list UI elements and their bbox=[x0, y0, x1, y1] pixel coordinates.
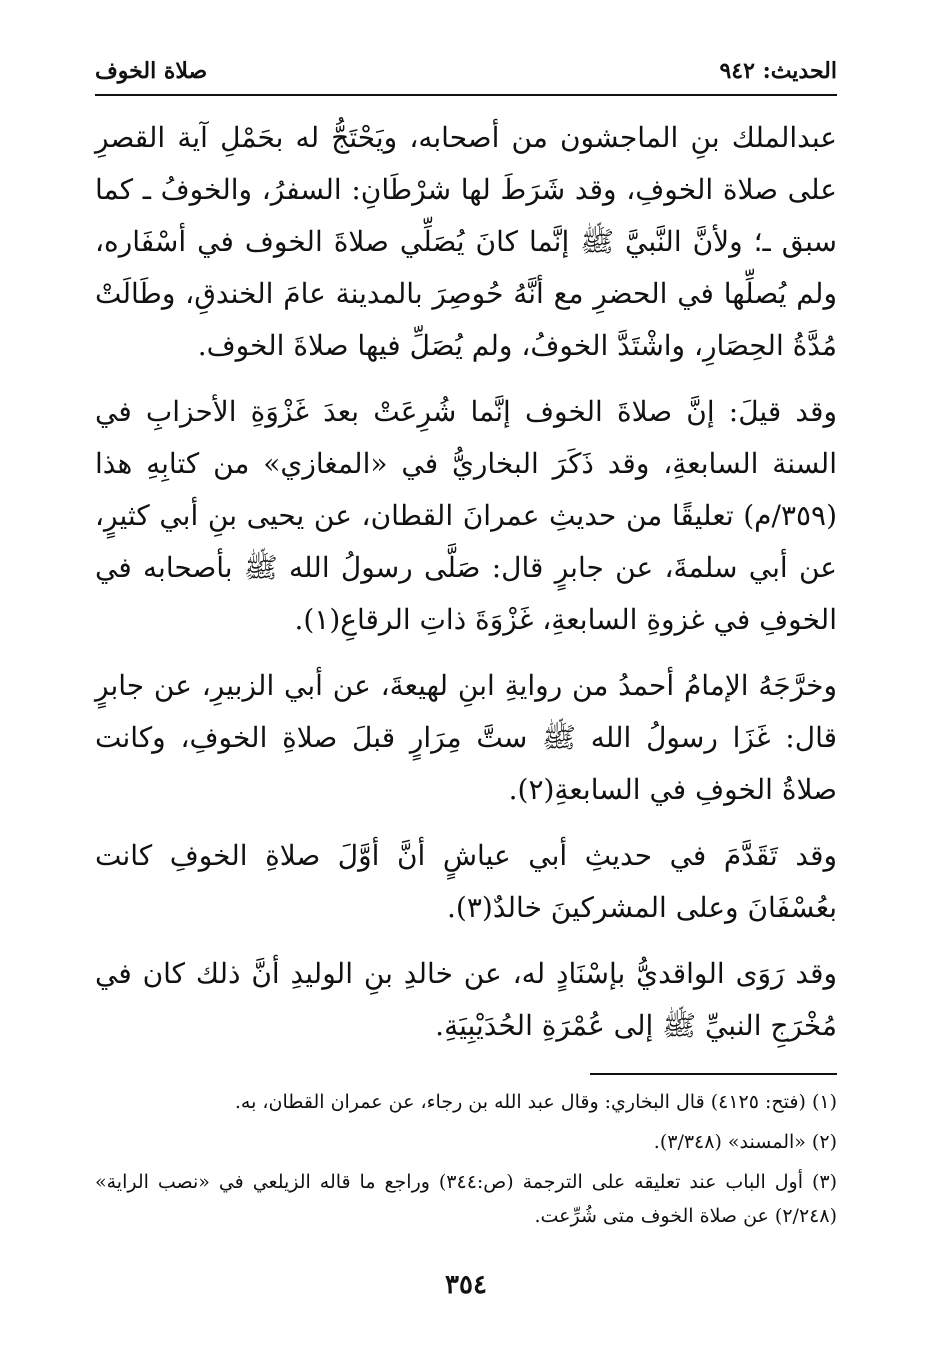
paragraph: عبدالملك بنِ الماجشون من أصحابه، ويَحْتَجُّ له بحَمْلِ آية القصرِ على صلاة الخوفِ، وقد شَرَطَ لها شرْطَانِ: السفرُ، والخوفُ ـ كما سبق ـ؛ ولأنَّ النَّبيَّ ﷺ إنَّما كانَ يُصَلِّي صلاةَ الخوف في أسْفَاره، ولم يُصلِّها في الحضرِ مع أنَّهُ حُوصِرَ بالمدينة عامَ الخندقِ، وطَالَتْ مُدَّةُ الحِصَارِ، واشْتَدَّ الخوفُ، ولم يُصَلِّ فيها صلاةَ الخوف. bbox=[95, 121, 837, 362]
paragraph: وقد رَوَى الواقديُّ بإسْنَادٍ له، عن خالدِ بنِ الوليدِ أنَّ ذلك كان في مُخْرَجِ النبيِّ ﷺ إلى عُمْرَةِ الحُدَيْبِيَةِ. bbox=[95, 957, 837, 1042]
paragraph: وقد قيلَ: إنَّ صلاةَ الخوف إنَّما شُرِعَتْ بعدَ غَزْوَةِ الأحزابِ في السنة السابعةِ، وقد ذَكَرَ البخاريُّ في «المغازي» من كتابِهِ هذا (٣٥٩/م) تعليقًا من حديثِ عمرانَ القطان، عن يحيى بنِ أبي كثيرٍ، عن أبي سلمةَ، عن جابرٍ قال: صَلَّى رسولُ الله ﷺ بأصحابه في الخوفِ في غزوةِ السابعةِ، غَزْوَةَ ذاتِ الرقاعِ(١). bbox=[95, 395, 838, 636]
header-rule bbox=[95, 94, 837, 96]
paragraph: وقد تَقَدَّمَ في حديثِ أبي عياشٍ أنَّ أوَّلَ صلاةِ الخوفِ كانت بعُسْفَانَ وعلى المشركينَ خالدٌ(٣). bbox=[95, 839, 837, 924]
page-number: ٣٥٤ bbox=[445, 1270, 487, 1300]
main-text bbox=[95, 112, 837, 1066]
footnote: (٣) أول الباب عند تعليقه على الترجمة (ص:٣٤٤) وراجع ما قاله الزيلعي في «نصب الراية» (٢/٢٤٨) عن صلاة الخوف متى شُرِّعت. bbox=[95, 1171, 837, 1227]
footnote-rule bbox=[590, 1073, 837, 1075]
running-header bbox=[95, 58, 837, 90]
footnote: (٢) «المسند» (٣/٣٤٨). bbox=[653, 1131, 837, 1153]
footnote: (١) (فتح: ٤١٢٥) قال البخاري: وقال عبد الله بن رجاء، عن عمران القطان، به. bbox=[234, 1091, 837, 1113]
paragraph: وخرَّجَهُ الإمامُ أحمدُ من روايةِ ابنِ لهيعةَ، عن أبي الزبيرِ، عن جابرٍ قال: غَزَا رسولُ الله ﷺ ستَّ مِرَارٍ قبلَ صلاةِ الخوفِ، وكانت صلاةُ الخوفِ في السابعةِ(٢). bbox=[95, 669, 837, 806]
footnotes bbox=[95, 1085, 837, 1239]
header-chapter-title: صلاة الخوف bbox=[95, 58, 208, 84]
header-hadith-number: الحديث: ٩٤٢ bbox=[719, 58, 837, 84]
